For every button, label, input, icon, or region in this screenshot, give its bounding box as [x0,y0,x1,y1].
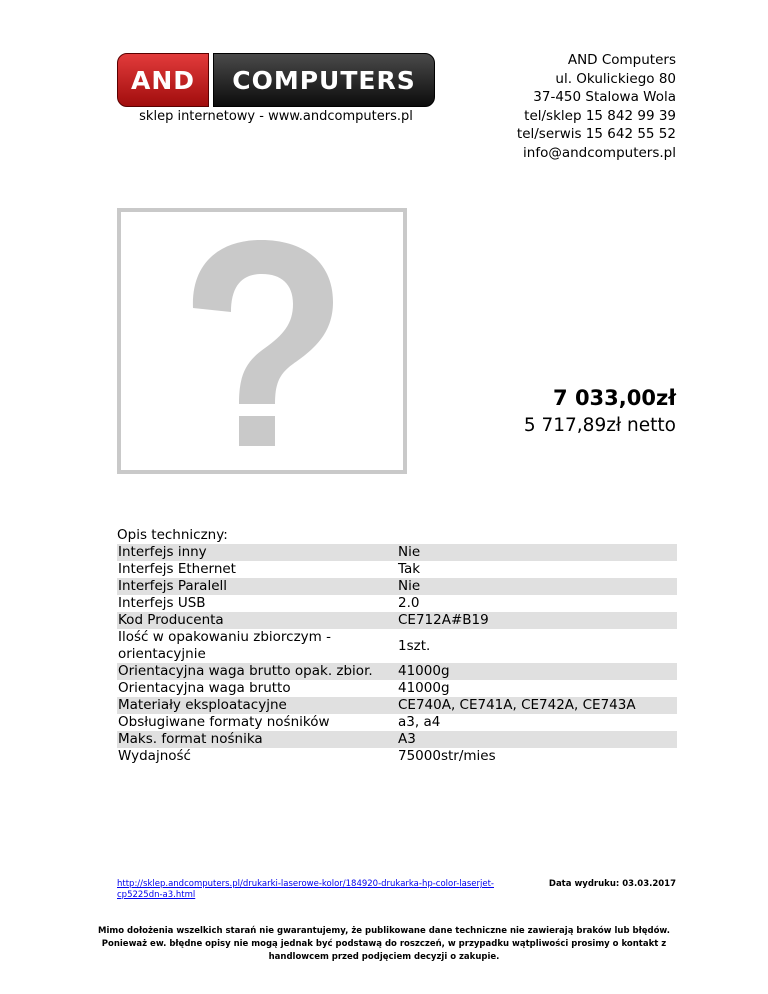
spec-row [117,578,677,595]
spec-label: Maks. format nośnika [117,731,397,748]
spec-label: Interfejs Ethernet [118,561,236,577]
spec-value: CE712A#B19 [397,612,677,629]
spec-row [117,612,677,629]
spec-label: Orientacyjna waga brutto opak. zbior. [117,663,397,680]
price-gross: 7 033,00zł [553,386,676,410]
spec-row [117,595,677,612]
spec-row [117,663,677,680]
company-name: AND Computers [567,52,676,68]
print-date: Data wydruku: 03.03.2017 [548,879,676,889]
spec-title: Opis techniczny: [117,527,228,543]
spec-row [117,714,677,731]
spec-row [117,748,677,765]
spec-value: Nie [397,578,677,595]
spec-label: Interfejs inny [117,544,397,561]
spec-row [117,544,677,561]
spec-value: 41000g [398,680,450,696]
spec-label: Obsługiwane formaty nośników [118,714,330,730]
logo-computers-part: COMPUTERS [213,53,435,107]
spec-label: Ilość w opakowaniu zbiorczym - orientacyjnie [118,629,331,662]
question-mark-placeholder-icon [121,212,403,470]
spec-value: Tak [398,561,421,577]
spec-value: a3, a4 [398,714,441,730]
disclaimer-text: Mimo dołożenia wszelkich starań nie gwarantujemy, że publikowane dane techniczne nie zawierają braków lub błędów. Ponieważ ew. błędne opisy nie mogą jednak być podstawą do roszczeń, w przypadku wątpliwości prosimy o kontakt z handlowcem przed podjęciem decyzji o zakupie. [98,926,670,962]
company-email[interactable]: info@andcomputers.pl [523,144,676,161]
spec-label: Interfejs Paralell [117,578,397,595]
company-phone-shop: tel/sklep 15 842 99 39 [524,107,676,124]
logo-and-part: AND [117,53,209,107]
spec-table [117,544,677,765]
spec-label: Orientacyjna waga brutto [118,680,291,696]
spec-row [117,697,677,714]
price-net: 5 717,89zł netto [523,415,676,436]
spec-value: 1szt. [398,637,431,654]
spec-row [117,629,677,663]
and-computers-logo[interactable] [117,53,435,109]
spec-value: 75000str/mies [398,748,496,764]
spec-label: Wydajność [118,748,191,764]
spec-label: Materiały eksploatacyjne [117,697,397,714]
spec-label: Interfejs USB [118,595,206,611]
spec-value: 2.0 [398,595,420,611]
spec-row [117,731,677,748]
store-tagline: sklep internetowy - www.andcomputers.pl [139,109,413,124]
company-phone-service: tel/serwis 15 642 55 52 [516,126,676,142]
product-image-placeholder [117,208,407,474]
spec-row [117,561,677,578]
company-city: 37-450 Stalowa Wola [533,89,676,105]
product-url-link[interactable]: http://sklep.andcomputers.pl/drukarki-laserowe-kolor/184920-drukarka-hp-color-laserjet-cp5225dn-a3.html [117,879,494,900]
company-info [517,51,676,162]
spec-value: A3 [397,731,677,748]
spec-value: 41000g [397,663,677,680]
spec-row [117,680,677,697]
spec-value: Nie [397,544,677,561]
spec-label: Kod Producenta [117,612,397,629]
spec-value: CE740A, CE741A, CE742A, CE743A [397,697,677,714]
company-street: ul. Okulickiego 80 [555,70,676,87]
